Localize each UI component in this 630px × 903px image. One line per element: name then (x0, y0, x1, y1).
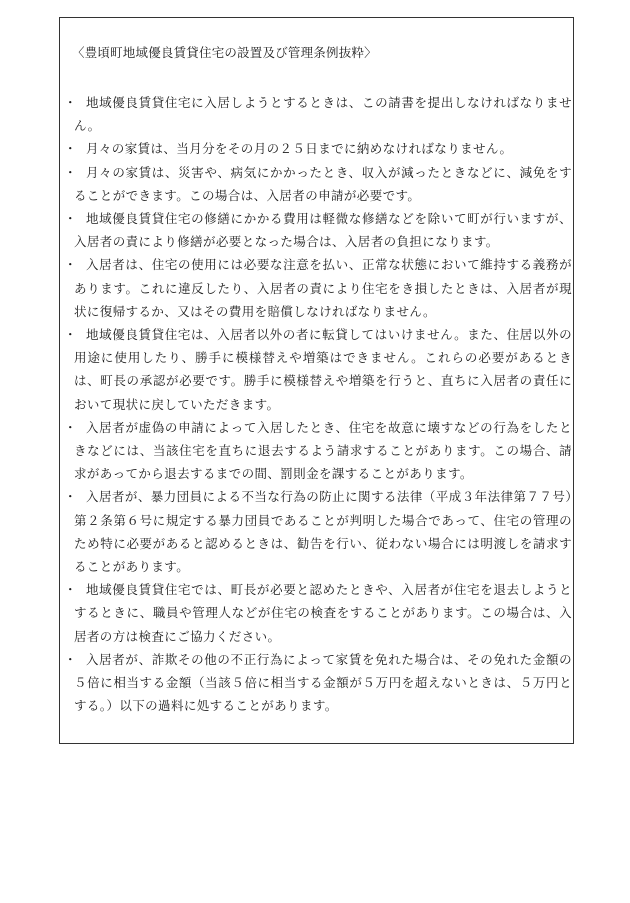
list-item-text: 地域優良賃貸住宅では、町長が必要と認めたときや、入居者が住宅を退去しようとするときに、職員や管理人などが住宅の検査をすることがあります。この場合は、入居者の方は検査にご協力ください。 (74, 582, 572, 644)
regulation-list (64, 91, 572, 717)
list-item-text: 入居者が虚偽の申請によって入居したとき、住宅を故意に壊すなどの行為をしたときなどには、当該住宅を直ちに退去するよう請求することがあります。この場合、請求があってから退去するまでの間、罰則金を課することがあります。 (74, 419, 572, 482)
list-item (64, 137, 572, 160)
list-item (64, 253, 572, 323)
list-item-text: 入居者が、詐欺その他の不正行為によって家賃を免れた場合は、その免れた金額の５倍に相当する金額（当該５倍に相当する金額が５万円を超えないときは、５万円とする。）以下の過料に処することがあります。 (74, 651, 572, 714)
bullet-icon: ・ (64, 95, 77, 110)
list-item-text: 地域優良賃貸住宅に入居しようとするときは、この請書を提出しなければなりません。 (74, 95, 572, 134)
bullet-icon: ・ (64, 211, 77, 227)
list-item-text: 地域優良賃貸住宅の修繕にかかる費用は軽微な修繕などを除いて町が行いますが、入居者の責により修繕が必要となった場合は、入居者の負担になります。 (74, 211, 572, 250)
document-heading: 〈豊頃町地域優良賃貸住宅の設置及び管理条例抜粋〉 (72, 45, 377, 60)
list-item (64, 485, 572, 578)
list-item (64, 578, 572, 648)
bullet-icon: ・ (64, 257, 77, 273)
bullet-icon: ・ (64, 327, 77, 343)
list-item (64, 416, 572, 486)
list-item-text: 月々の家賃は、当月分をその月の２５日までに納めなければなりません。 (86, 141, 513, 157)
list-item (64, 648, 572, 718)
bullet-icon: ・ (64, 651, 77, 667)
bullet-icon: ・ (64, 582, 77, 598)
list-item-text: 入居者は、住宅の使用には必要な注意を払い、正常な状態において維持する義務があります。これに違反したり、入居者の責により住宅をき損したときは、入居者が現状に復帰するか、又はその費用を賠償しなければなりません。 (74, 257, 572, 319)
bullet-icon: ・ (64, 141, 77, 157)
bullet-icon: ・ (64, 164, 77, 180)
list-item-text: 地域優良賃貸住宅は、入居者以外の者に転貸してはいけません。また、住居以外の用途に使用したり、勝手に模様替えや増築はできません。これらの必要があるときは、町長の承認が必要です。勝手に模様替えや増築を行うと、直ちに入居者の責任において現状に戻していただきます。 (74, 327, 572, 412)
list-item (64, 91, 572, 137)
list-item (64, 323, 572, 416)
list-item-text: 入居者が、暴力団員による不当な行為の防止に関する法律（平成３年法律第７７号）第２条第６号に規定する暴力団員であることが判明した場合であって、住宅の管理のため特に必要があると認めるときは、勧告を行い、従わない場合には明渡しを請求することがあります。 (74, 489, 572, 575)
bullet-icon: ・ (64, 419, 77, 435)
bullet-icon: ・ (64, 489, 77, 505)
list-item (64, 207, 572, 253)
list-item (64, 161, 572, 207)
list-item-text: 月々の家賃は、災害や、病気にかかったとき、収入が減ったときなどに、減免をすることができます。この場合は、入居者の申請が必要です。 (74, 164, 572, 203)
